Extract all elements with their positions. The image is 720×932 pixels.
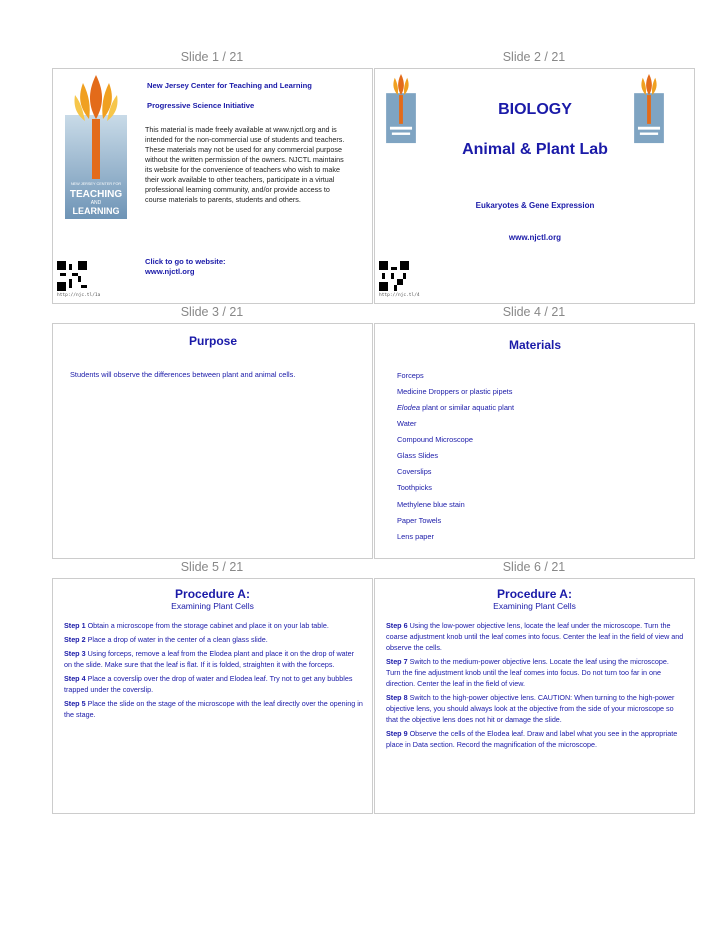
qr-code-icon[interactable]: [57, 261, 87, 291]
slide2-topic: Eukaryotes & Gene Expression: [475, 201, 595, 210]
step-text: Place a coverslip over the drop of water and Elodea leaf. Try not to get any bubbles trapped under the coverslip.: [64, 674, 353, 694]
procedure-step: [386, 692, 685, 725]
qr-caption: http://njc.tl/4: [379, 293, 420, 298]
step-label: Step 2: [64, 635, 86, 644]
elodea-word: Elodea: [397, 403, 421, 412]
step-label: Step 8: [386, 693, 408, 702]
logo-line-2: TEACHING: [69, 189, 123, 200]
slide2-subtitle: Animal & Plant Lab: [462, 141, 608, 158]
step-text: Place a drop of water in the center of a clean glass slide.: [87, 635, 268, 644]
website-prompt: Click to go to website:: [145, 257, 226, 266]
procedure-step: [386, 620, 685, 653]
slide-4[interactable]: [374, 323, 695, 559]
procedure-title: Procedure A:: [175, 587, 250, 601]
initiative-name: Progressive Science Initiative: [147, 101, 255, 110]
purpose-text: Students will observe the differences between plant and animal cells.: [70, 370, 296, 379]
org-name: New Jersey Center for Teaching and Learning: [147, 81, 312, 90]
logo-line-3: AND: [90, 200, 102, 206]
step-label: Step 4: [64, 674, 86, 683]
slide-6[interactable]: [374, 578, 695, 814]
procedure-step: [64, 698, 363, 720]
procedure-step: [64, 634, 363, 645]
step-label: Step 7: [386, 657, 408, 666]
slide-3[interactable]: [52, 323, 373, 559]
procedure-step: [64, 673, 363, 695]
njctl-logo-icon: [61, 73, 131, 223]
material-item: Compound Microscope: [397, 435, 473, 444]
material-item: Methylene blue stain: [397, 500, 465, 509]
step-text: Switch to the high-power objective lens. CAUTION: When turning to the high-power objective lens, you should always look at the objective from the side of your microscope so that the objective lens does not hit or damage the slide.: [386, 693, 675, 724]
procedure-step: [386, 728, 685, 750]
slide-label-2: Slide 2 / 21: [502, 50, 566, 64]
material-item: Elodea plant or similar aquatic plant: [397, 403, 515, 412]
material-item: Water: [397, 419, 417, 428]
slide2-title: BIOLOGY: [498, 101, 572, 118]
purpose-title: Purpose: [188, 334, 237, 348]
step-text: Switch to the medium-power objective lens. Locate the leaf using the microscope. Turn the fine adjustment knob until the leaf comes into focus. Do not turn too far in one direction. Center the leaf in the field of view.: [386, 657, 669, 688]
procedure-step: [64, 620, 363, 631]
procedure-subtitle: Examining Plant Cells: [493, 601, 576, 611]
step-label: Step 3: [64, 649, 86, 658]
step-text: Place the slide on the stage of the microscope with the leaf directly over the opening in the stage.: [64, 699, 363, 719]
material-item: Coverslips: [397, 467, 432, 476]
step-label: Step 5: [64, 699, 86, 708]
logo-line-4: LEARNING: [72, 206, 120, 216]
material-item: Toothpicks: [397, 483, 432, 492]
material-item: Forceps: [397, 371, 424, 380]
slide-label-4: Slide 4 / 21: [502, 305, 566, 319]
material-item: Medicine Droppers or plastic pipets: [397, 387, 513, 396]
procedure-step: [64, 648, 363, 670]
slide-5[interactable]: [52, 578, 373, 814]
material-item: Glass Slides: [397, 451, 439, 460]
step-text: Using the low-power objective lens, locate the leaf under the microscope. Turn the coarse adjustment knob until the leaf comes into focus. Center the leaf in the field of view and observe the cells.: [386, 621, 684, 652]
step-label: Step 1: [64, 621, 86, 630]
logo-line-1: NEW JERSEY CENTER FOR: [70, 182, 122, 186]
website-link[interactable]: www.njctl.org: [145, 267, 195, 276]
slide-label-1: Slide 1 / 21: [180, 50, 244, 64]
qr-code-icon[interactable]: [379, 261, 409, 291]
slide-2[interactable]: [374, 68, 695, 304]
step-label: Step 9: [386, 729, 408, 738]
license-text: This material is made freely available at www.njctl.org and is intended for the non-commercial use of students and teachers. These materials may not be used for any commercial purpose without the written permission of the owners. NJCTL maintains its website for the convenience of teachers who wish to make their work available to other teachers, participate in a virtual professional learning community, and/or provide access to course materials to parents, students and others.: [145, 125, 345, 204]
step-text: Observe the cells of the Elodea leaf. Draw and label what you see in the appropriate place in Data section. Record the magnification of the microscope.: [386, 729, 678, 749]
step-text: Obtain a microscope from the storage cabinet and place it on your lab table.: [87, 621, 329, 630]
slide2-url[interactable]: www.njctl.org: [508, 233, 562, 242]
step-text: Using forceps, remove a leaf from the Elodea plant and place it on the drop of water on the slide. Make sure that the leaf is flat. If it is folded, straighten it with the forceps.: [64, 649, 355, 669]
qr-caption: http://njc.tl/1a: [57, 293, 101, 298]
material-item: Lens paper: [397, 532, 434, 541]
procedure-title: Procedure A:: [497, 587, 572, 601]
slide-label-5: Slide 5 / 21: [180, 560, 244, 574]
slide-label-3: Slide 3 / 21: [180, 305, 244, 319]
materials-title: Materials: [508, 338, 562, 352]
slide-1[interactable]: [52, 68, 373, 304]
slide-label-6: Slide 6 / 21: [502, 560, 566, 574]
procedure-subtitle: Examining Plant Cells: [171, 601, 254, 611]
procedure-step: [386, 656, 685, 689]
step-label: Step 6: [386, 621, 408, 630]
material-item: Paper Towels: [397, 516, 442, 525]
